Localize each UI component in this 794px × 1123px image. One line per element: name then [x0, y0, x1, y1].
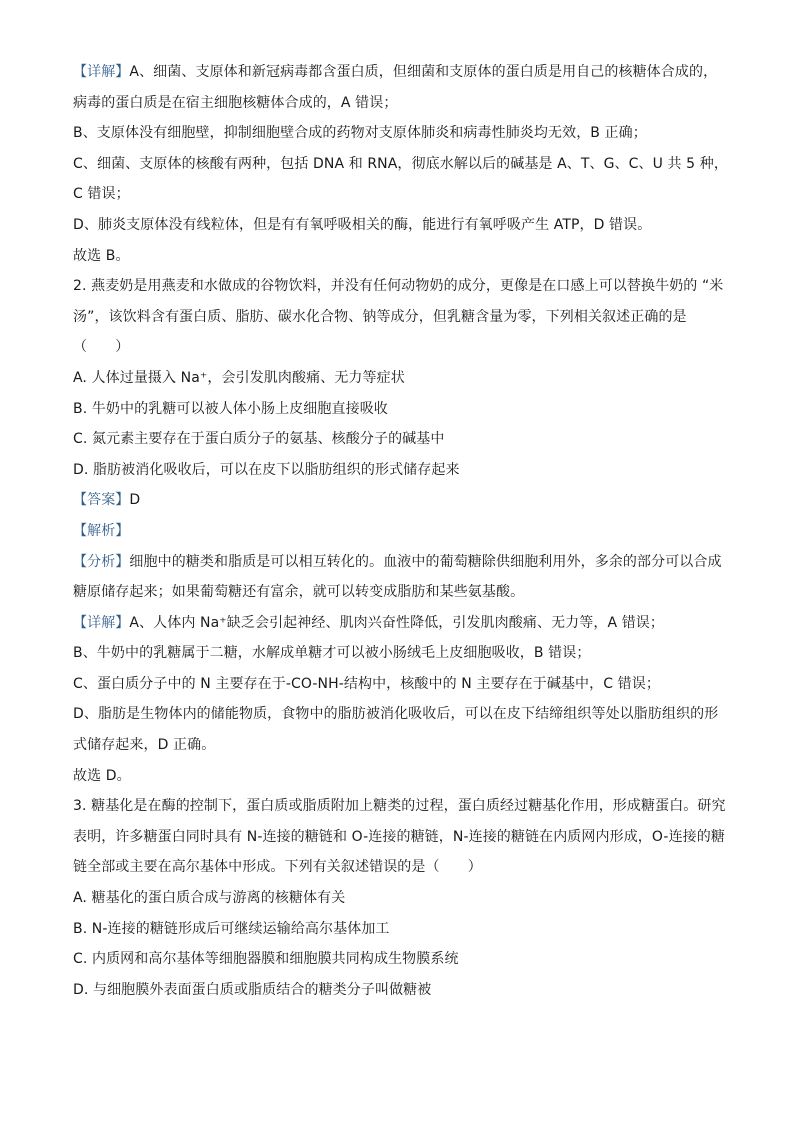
- line-text: 病毒的蛋白质是在宿主细胞核糖体合成的，A 错误；: [73, 94, 398, 111]
- text-line: [73, 735, 723, 755]
- line-text: 式储存起来，D 正确。: [73, 737, 216, 754]
- text-line: [73, 521, 723, 541]
- section-tag: 【解析】: [73, 522, 130, 539]
- section-tag: 【分析】: [73, 553, 130, 570]
- text-line: [73, 552, 723, 572]
- line-text: 表明，许多糖蛋白同时具有 N-连接的糖链和 O-连接的糖链，N-连接的糖链在内质网内形成，O-连接的糖: [73, 828, 725, 845]
- text-line: [73, 980, 723, 1000]
- line-text: A、细菌、支原体和新冠病毒都含蛋白质，但细菌和支原体的蛋白质是用自己的核糖体合成的，: [129, 64, 718, 80]
- section-tag: 【详解】: [73, 64, 130, 80]
- line-text: 汤”，该饮料含有蛋白质、脂肪、碳水化合物、钠等成分，但乳糖含量为零，下列相关叙述正确的是: [73, 308, 687, 325]
- line-text: 糖原储存起来；如果葡萄糖还有富余，就可以转变成脂肪和某些氨基酸。: [73, 584, 525, 601]
- text-line: [73, 399, 723, 419]
- text-line: [73, 154, 728, 174]
- document-body: [73, 62, 728, 1010]
- text-line: [73, 215, 723, 235]
- text-line: [73, 919, 723, 939]
- line-text: B. N-连接的糖链形成后可继续运输给高尔基体加工: [73, 920, 390, 937]
- line-text: 链全部或主要在高尔基体中形成。下列有关叙述错误的是（ ）: [73, 859, 482, 876]
- line-text: B. 牛奶中的乳糖可以被人体小肠上皮细胞直接吸收: [73, 400, 388, 417]
- line-text: D: [129, 492, 141, 509]
- text-line: [73, 307, 723, 327]
- text-line: [73, 429, 723, 449]
- line-text: D、脂肪是生物体内的储能物质，食物中的脂肪被消化吸收后，可以在皮下结缔组织等处以脂肪组织的形: [73, 706, 719, 723]
- section-tag: 【答案】: [73, 492, 130, 509]
- line-text: D. 脂肪被消化吸收后，可以在皮下以脂肪组织的形式储存起来: [73, 461, 460, 478]
- line-text: B、牛奶中的乳糖属于二糖，水解成单糖才可以被小肠绒毛上皮细胞吸收，B 错误；: [73, 645, 591, 662]
- text-line: [73, 857, 723, 877]
- text-line: [73, 276, 723, 296]
- line-text: C 错误；: [73, 186, 130, 203]
- text-line: [73, 888, 723, 908]
- line-text: （ ）: [73, 339, 130, 356]
- line-text: A. 糖基化的蛋白质合成与游离的核糖体有关: [73, 890, 346, 907]
- text-line: [73, 184, 723, 204]
- text-line: [73, 766, 723, 786]
- line-text: D、肺炎支原体没有线粒体，但是有有氧呼吸相关的酶，能进行有氧呼吸产生 ATP，D 错误。: [73, 216, 652, 233]
- line-text: B、支原体没有细胞壁，抑制细胞壁合成的药物对支原体肺炎和病毒性肺炎均无效，B 正确；: [73, 125, 647, 142]
- line-text: 故选 D。: [73, 767, 131, 784]
- text-line: [73, 796, 726, 816]
- line-text: A、人体内 Na⁺缺乏会引起神经、肌肉兴奋性降低，引发肌肉酸痛、无力等，A 错误；: [129, 614, 664, 631]
- line-text: D. 与细胞膜外表面蛋白质或脂质结合的糖类分子叫做糖被: [73, 981, 432, 998]
- text-line: [73, 246, 723, 266]
- text-line: [73, 368, 723, 388]
- line-text: 3. 糖基化是在酶的控制下，蛋白质或脂质附加上糖类的过程，蛋白质经过糖基化作用，形成糖蛋白。研究: [73, 798, 726, 815]
- text-line: [73, 93, 723, 113]
- text-line: [73, 949, 723, 969]
- text-line: [73, 613, 723, 633]
- text-line: [73, 582, 723, 602]
- text-line: [73, 337, 723, 357]
- text-line: [73, 460, 723, 480]
- text-line: [73, 643, 723, 663]
- section-tag: 【详解】: [73, 614, 130, 631]
- text-line: [73, 827, 723, 847]
- line-text: 2. 燕麦奶是用燕麦和水做成的谷物饮料，并没有任何动物奶的成分，更像是在口感上可以替换牛奶的 “米: [73, 278, 724, 295]
- line-text: 故选 B。: [73, 247, 130, 264]
- line-text: A. 人体过量摄入 Na⁺，会引发肌肉酸痛、无力等症状: [73, 369, 405, 386]
- line-text: C. 氮元素主要存在于蛋白质分子的氨基、核酸分子的碱基中: [73, 431, 445, 448]
- text-line: [73, 674, 723, 694]
- line-text: C. 内质网和高尔基体等细胞器膜和细胞膜共同构成生物膜系统: [73, 951, 459, 968]
- text-line: [73, 123, 723, 143]
- line-text: C、蛋白质分子中的 N 主要存在于-CO-NH-结构中，核酸中的 N 主要存在于碱基中，C 错误；: [73, 675, 660, 692]
- text-line: [73, 490, 723, 510]
- text-line: [73, 704, 723, 724]
- text-line: [73, 62, 723, 82]
- line-text: C、细菌、支原体的核酸有两种，包括 DNA 和 RNA，彻底水解以后的碱基是 A、T、G、C、U 共 5 种，: [73, 155, 728, 172]
- line-text: 细胞中的糖类和脂质是可以相互转化的。血液中的葡萄糖除供细胞利用外，多余的部分可以合成: [129, 553, 722, 570]
